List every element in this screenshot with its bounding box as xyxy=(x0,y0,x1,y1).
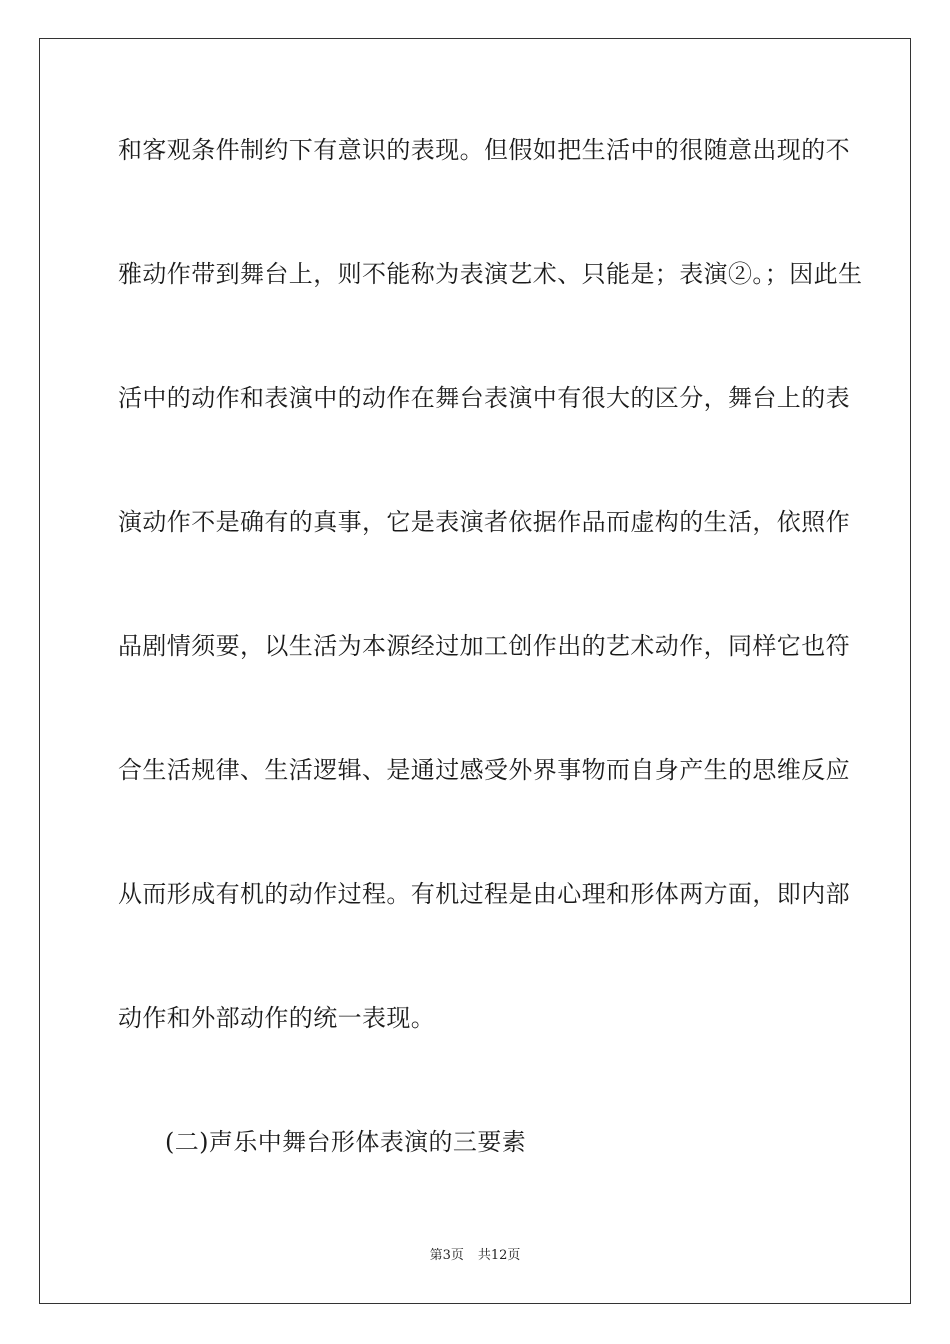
page-footer xyxy=(0,1247,950,1265)
page-total: 共12页 xyxy=(477,1248,521,1263)
body-line-8: 动作和外部动作的统一表现。 xyxy=(118,1004,436,1032)
body-line-3: 活中的动作和表演中的动作在舞台表演中有很大的区分，舞台上的表 xyxy=(118,384,850,412)
body-line-5: 品剧情须要，以生活为本源经过加工创作出的艺术动作，同样它也符 xyxy=(118,632,850,660)
section-heading: (二)声乐中舞台形体表演的三要素 xyxy=(165,1128,527,1156)
body-line-4: 演动作不是确有的真事，它是表演者依据作品而虚构的生活，依照作 xyxy=(118,508,850,536)
page-number: 第3页 xyxy=(429,1248,464,1263)
body-line-7: 从而形成有机的动作过程。有机过程是由心理和形体两方面，即内部 xyxy=(118,880,850,908)
body-line-6: 合生活规律、生活逻辑、是通过感受外界事物而自身产生的思维反应 xyxy=(118,756,850,784)
body-line-1: 和客观条件制约下有意识的表现。但假如把生活中的很随意出现的不 xyxy=(118,136,850,164)
body-line-2: 雅动作带到舞台上，则不能称为表演艺术、只能是；表演②。；因此生 xyxy=(118,260,863,288)
page-border xyxy=(39,38,911,1304)
